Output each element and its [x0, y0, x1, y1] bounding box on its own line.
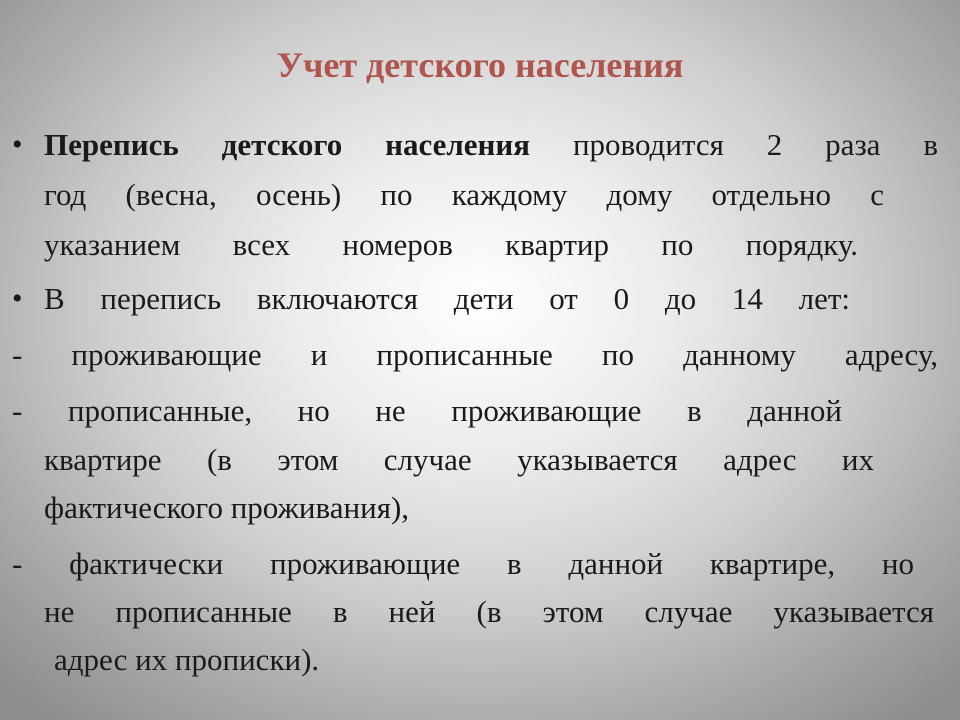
slide-title: Учет детского населения — [276, 45, 684, 85]
bullet1-line1 — [44, 125, 938, 165]
bullet1-line3: указанием всех номеров квартир по порядку. — [44, 227, 858, 262]
item2-line1: - прописанные, но не проживающие в данной — [12, 393, 842, 428]
item1-line1: - проживающие и прописанные по данному адресу, — [12, 337, 938, 372]
item3-line1: - фактически проживающие в данной квартире, но — [12, 546, 914, 581]
bullet1-line2: год (весна, осень) по каждому дому отдельно с — [44, 177, 884, 212]
bullet1-bold-text: Перепись детского населения — [44, 127, 531, 162]
bullet-dot: • — [12, 128, 23, 161]
bullet1-line1-rest: проводится 2 раза в — [530, 127, 938, 162]
item3-line2: не прописанные в ней (в этом случае указывается — [44, 594, 934, 629]
item3-line3: адрес их прописки). — [54, 642, 320, 677]
bullet-dot: • — [12, 282, 23, 315]
item2-line2: квартире (в этом случае указывается адрес их — [44, 442, 874, 477]
item2-line3: фактического проживания), — [44, 490, 410, 525]
bullet2-line1: В перепись включаются дети от 0 до 14 лет: — [44, 281, 850, 316]
